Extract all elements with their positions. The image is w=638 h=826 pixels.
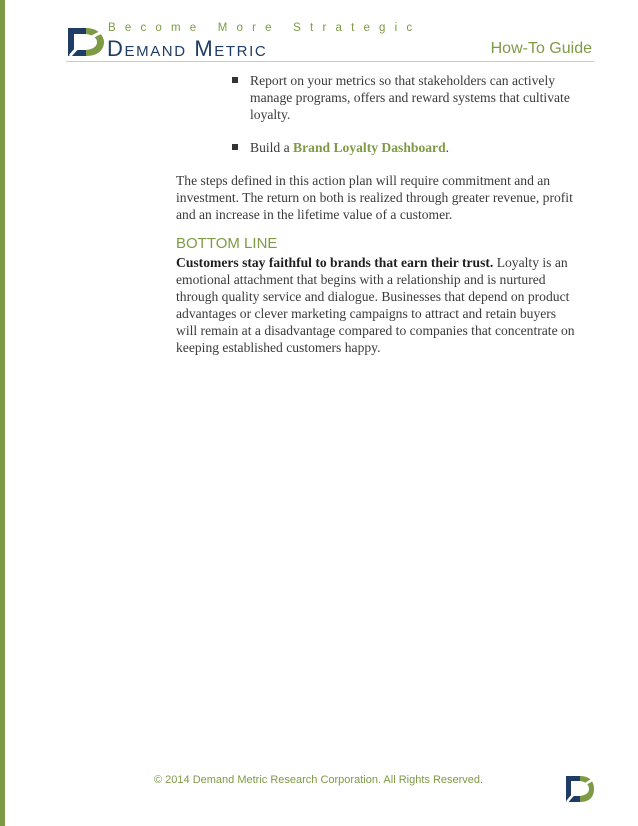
header-divider xyxy=(66,61,594,62)
dashboard-link[interactable]: Brand Loyalty Dashboard xyxy=(293,140,446,155)
bullet-text: Report on your metrics so that stakeholders can actively manage programs, offers and reward systems that cultivate loyalty. xyxy=(250,73,570,122)
left-accent-bar xyxy=(0,0,5,826)
section-heading: BOTTOM LINE xyxy=(176,235,278,252)
body-paragraph: The steps defined in this action plan will require commitment and an investment. The return on both is realized through greater revenue, profit and an increase in the lifetime value of a customer. xyxy=(176,173,573,222)
bullet-square-icon xyxy=(232,144,238,150)
bottom-line-paragraph xyxy=(176,254,576,356)
bullet-item xyxy=(176,72,576,123)
bullet-item xyxy=(176,139,576,156)
bottom-line-body: Loyalty is an emotional attachment that begins with a relationship and is nurtured through quality service and dialogue. Businesses that depend on product advantages or clever marketing campaigns to attract and retain buyers will remain at a disadvantage compared to companies that concentrate on keeping established customers happy. xyxy=(176,255,575,355)
footer-logo-icon xyxy=(564,774,596,804)
copyright-footer: © 2014 Demand Metric Research Corporation. All Rights Reserved. xyxy=(154,774,484,786)
bullet-prefix: Build a xyxy=(250,140,294,155)
bullet-suffix: . xyxy=(445,140,450,155)
brand-tagline: Become More Strategic xyxy=(108,22,422,34)
brand-name: Demand Metric xyxy=(107,36,268,61)
bullet-square-icon xyxy=(232,77,238,83)
main-content xyxy=(176,72,576,368)
demand-metric-logo xyxy=(66,26,106,58)
document-type: How-To Guide xyxy=(490,40,592,57)
bottom-line-lead: Customers stay faithful to brands that earn their trust. xyxy=(176,255,494,270)
